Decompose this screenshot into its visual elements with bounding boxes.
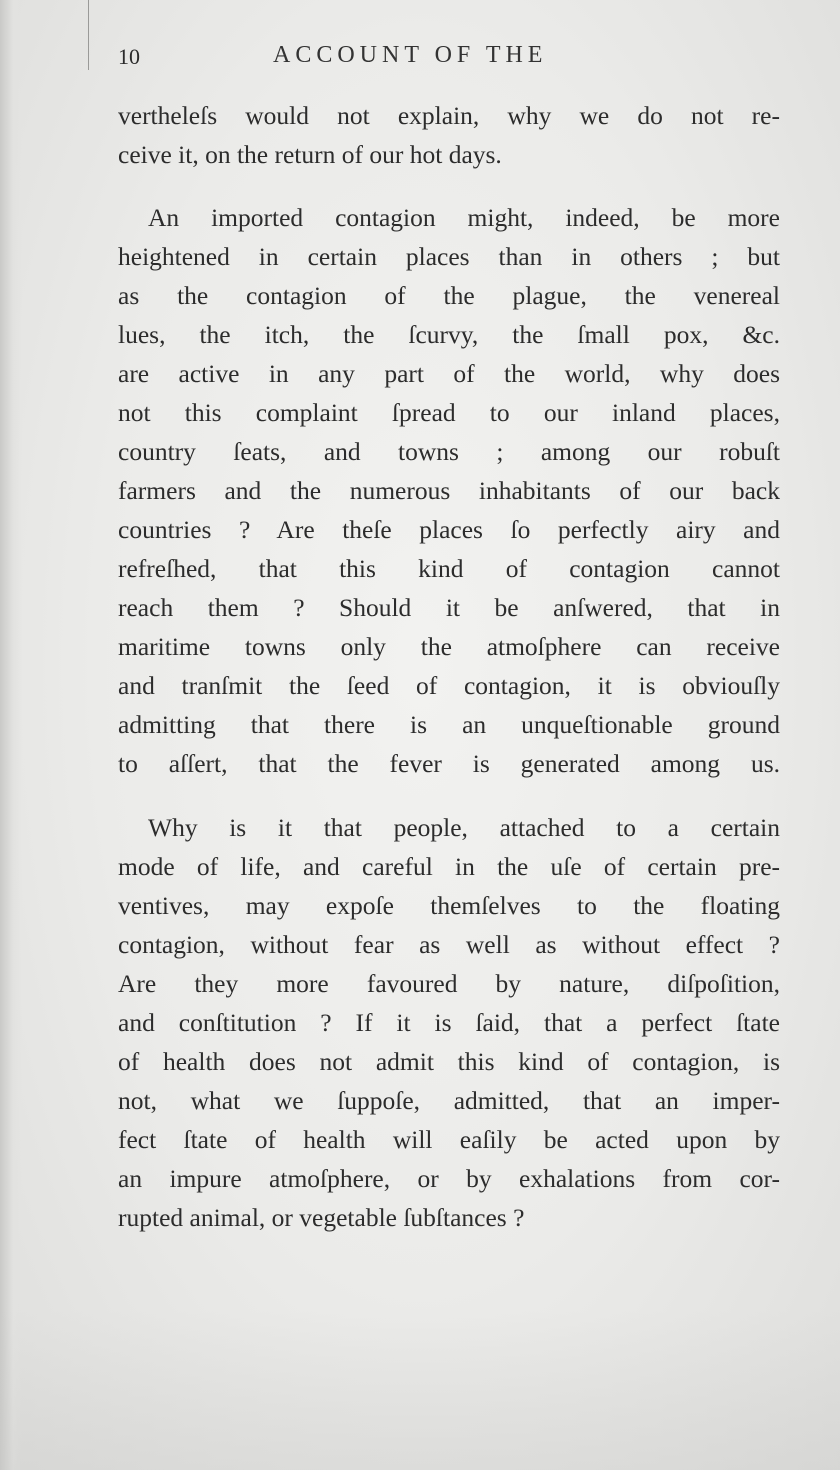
text-line: refreſhed, that this kind of contagion cannot	[118, 554, 780, 583]
running-head	[118, 44, 780, 78]
text-line: vertheleſs would not explain, why we do not re-	[118, 101, 780, 130]
text-line: fect ſtate of health will eaſily be acted upon by	[118, 1125, 780, 1154]
text-line: maritime towns only the atmoſphere can receive	[118, 632, 780, 661]
text-line: and conſtitution ? If it is ſaid, that a perfect ſtate	[118, 1008, 780, 1037]
text-line: lues, the itch, the ſcurvy, the ſmall pox, &c.	[118, 320, 780, 349]
text-line: rupted animal, or vegetable ſubſtances ?	[118, 1203, 525, 1232]
text-line: to aſſert, that the fever is generated among us.	[118, 749, 780, 778]
text-line: and tranſmit the ſeed of contagion, it is obviouſly	[118, 671, 780, 700]
text-line: Why is it that people, attached to a certain	[148, 813, 780, 842]
running-head-title: ACCOUNT OF THE	[273, 42, 548, 68]
text-line: admitting that there is an unqueſtionable ground	[118, 710, 780, 739]
text-line: as the contagion of the plague, the venereal	[118, 281, 780, 310]
text-line: not this complaint ſpread to our inland places,	[118, 398, 780, 427]
text-line: country ſeats, and towns ; among our robuſt	[118, 437, 780, 466]
text-line: Are they more favoured by nature, diſpoſition,	[118, 969, 780, 998]
text-line: not, what we ſuppoſe, admitted, that an imper-	[118, 1086, 780, 1115]
text-line: contagion, without fear as well as without effect ?	[118, 930, 780, 959]
text-line: heightened in certain places than in others ; but	[118, 242, 780, 271]
text-line: of health does not admit this kind of contagion, is	[118, 1047, 780, 1076]
text-line: ventives, may expoſe themſelves to the floating	[118, 891, 780, 920]
gutter-shadow	[0, 0, 22, 1470]
text-line: an impure atmoſphere, or by exhalations from cor-	[118, 1164, 780, 1193]
text-line: mode of life, and careful in the uſe of certain pre-	[118, 852, 780, 881]
text-line: farmers and the numerous inhabitants of our back	[118, 476, 780, 505]
paragraph-continuation	[118, 96, 780, 174]
paragraph-why-people	[118, 808, 780, 1237]
text-line: are active in any part of the world, why does	[118, 359, 780, 388]
text-line: reach them ? Should it be anſwered, that in	[118, 593, 780, 622]
binding-line	[88, 0, 89, 70]
text-line: countries ? Are theſe places ſo perfectly airy and	[118, 515, 780, 544]
paragraph-imported-contagion	[118, 198, 780, 783]
page-number: 10	[118, 44, 140, 69]
text-line: An imported contagion might, indeed, be more	[148, 203, 780, 232]
page-bottom-shade	[0, 1310, 840, 1470]
text-line: ceive it, on the return of our hot days.	[118, 140, 502, 169]
